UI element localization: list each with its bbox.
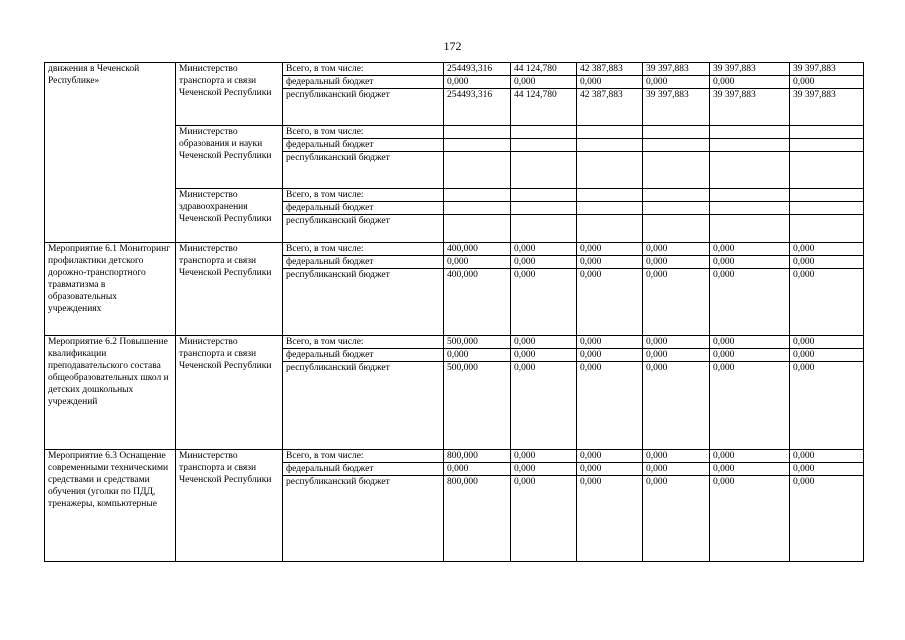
- value-cell: 0,000: [511, 256, 577, 269]
- value-cell: 42 387,883: [577, 89, 643, 126]
- value-cell: [577, 202, 643, 215]
- value-cell: 0,000: [710, 243, 790, 256]
- value-cell: 800,000: [444, 476, 511, 562]
- funding-source-cell: федеральный бюджет: [283, 463, 444, 476]
- value-cell: 39 397,883: [790, 89, 864, 126]
- value-cell: [710, 215, 790, 243]
- funding-source-cell: Всего, в том числе:: [283, 189, 444, 202]
- value-cell: 800,000: [444, 450, 511, 463]
- value-cell: 39 397,883: [710, 63, 790, 76]
- value-cell: 0,000: [790, 243, 864, 256]
- value-cell: 0,000: [790, 269, 864, 336]
- value-cell: 0,000: [643, 243, 710, 256]
- budget-table: [44, 62, 864, 562]
- value-cell: 39 397,883: [790, 63, 864, 76]
- value-cell: [577, 126, 643, 139]
- value-cell: 0,000: [577, 76, 643, 89]
- value-cell: 0,000: [790, 256, 864, 269]
- value-cell: 0,000: [577, 349, 643, 362]
- funding-source-cell: Всего, в том числе:: [283, 63, 444, 76]
- value-cell: [511, 139, 577, 152]
- value-cell: 39 397,883: [643, 89, 710, 126]
- value-cell: 400,000: [444, 269, 511, 336]
- value-cell: 0,000: [444, 256, 511, 269]
- value-cell: [710, 126, 790, 139]
- value-cell: [710, 202, 790, 215]
- funding-source-cell: Всего, в том числе:: [283, 243, 444, 256]
- value-cell: 0,000: [643, 349, 710, 362]
- value-cell: 0,000: [511, 463, 577, 476]
- value-cell: [790, 152, 864, 189]
- funding-source-cell: республиканский бюджет: [283, 476, 444, 562]
- value-cell: [511, 189, 577, 202]
- value-cell: 0,000: [643, 269, 710, 336]
- funding-source-cell: республиканский бюджет: [283, 152, 444, 189]
- value-cell: [577, 215, 643, 243]
- funding-source-cell: Всего, в том числе:: [283, 450, 444, 463]
- value-cell: 0,000: [511, 450, 577, 463]
- value-cell: 0,000: [790, 362, 864, 450]
- value-cell: [710, 189, 790, 202]
- value-cell: [511, 126, 577, 139]
- funding-source-cell: республиканский бюджет: [283, 269, 444, 336]
- value-cell: 0,000: [643, 336, 710, 349]
- value-cell: 500,000: [444, 336, 511, 349]
- value-cell: 0,000: [710, 269, 790, 336]
- value-cell: 0,000: [511, 362, 577, 450]
- funding-source-cell: федеральный бюджет: [283, 76, 444, 89]
- table-row: [45, 63, 864, 76]
- value-cell: 0,000: [790, 336, 864, 349]
- value-cell: [643, 152, 710, 189]
- value-cell: 0,000: [444, 349, 511, 362]
- value-cell: 0,000: [710, 76, 790, 89]
- value-cell: 254493,316: [444, 89, 511, 126]
- funding-source-cell: Всего, в том числе:: [283, 336, 444, 349]
- action-cell: движения в Чеченской Республике»: [45, 63, 176, 243]
- action-cell: Мероприятие 6.2 Повышение квалификации преподавательского состава общеобразовательных школ и детских дошкольных учреждений: [45, 336, 176, 450]
- ministry-cell: Министерство образования и науки Чеченской Республики: [176, 126, 283, 189]
- table-row: [45, 450, 864, 463]
- value-cell: 0,000: [710, 476, 790, 562]
- value-cell: [444, 152, 511, 189]
- value-cell: 0,000: [643, 450, 710, 463]
- funding-source-cell: республиканский бюджет: [283, 362, 444, 450]
- value-cell: [444, 126, 511, 139]
- action-cell: Мероприятие 6.1 Мониторинг профилактики детского дорожно-транспортного травматизма в образовательных учреждениях: [45, 243, 176, 336]
- value-cell: 0,000: [577, 476, 643, 562]
- value-cell: 0,000: [577, 256, 643, 269]
- value-cell: [511, 215, 577, 243]
- ministry-cell: Министерство транспорта и связи Чеченской Республики: [176, 243, 283, 336]
- value-cell: [577, 152, 643, 189]
- value-cell: [444, 215, 511, 243]
- funding-source-cell: федеральный бюджет: [283, 202, 444, 215]
- value-cell: [790, 189, 864, 202]
- value-cell: 0,000: [790, 349, 864, 362]
- value-cell: 0,000: [790, 450, 864, 463]
- value-cell: 0,000: [790, 476, 864, 562]
- value-cell: [790, 126, 864, 139]
- value-cell: 0,000: [511, 76, 577, 89]
- value-cell: [577, 139, 643, 152]
- value-cell: 39 397,883: [643, 63, 710, 76]
- value-cell: [710, 152, 790, 189]
- value-cell: 0,000: [643, 476, 710, 562]
- value-cell: 0,000: [577, 450, 643, 463]
- action-cell: Мероприятие 6.3 Оснащение современными техническими средствами и средствами обучения (уголки по ПДД, тренажеры, компьютерные: [45, 450, 176, 562]
- ministry-cell: Министерство транспорта и связи Чеченской Республики: [176, 63, 283, 126]
- value-cell: 0,000: [511, 336, 577, 349]
- value-cell: [444, 139, 511, 152]
- funding-source-cell: республиканский бюджет: [283, 215, 444, 243]
- value-cell: 0,000: [710, 336, 790, 349]
- value-cell: [643, 215, 710, 243]
- value-cell: 0,000: [511, 476, 577, 562]
- table-row: [45, 336, 864, 349]
- table-row: [45, 243, 864, 256]
- funding-source-cell: республиканский бюджет: [283, 89, 444, 126]
- funding-source-cell: федеральный бюджет: [283, 349, 444, 362]
- value-cell: 0,000: [577, 269, 643, 336]
- value-cell: [444, 202, 511, 215]
- value-cell: 0,000: [790, 463, 864, 476]
- funding-source-cell: федеральный бюджет: [283, 256, 444, 269]
- value-cell: [643, 139, 710, 152]
- value-cell: 254493,316: [444, 63, 511, 76]
- value-cell: 0,000: [577, 362, 643, 450]
- value-cell: [643, 202, 710, 215]
- value-cell: 0,000: [577, 336, 643, 349]
- value-cell: [790, 139, 864, 152]
- value-cell: 0,000: [790, 76, 864, 89]
- page-number: 172: [443, 39, 462, 53]
- value-cell: 0,000: [710, 450, 790, 463]
- value-cell: 0,000: [511, 269, 577, 336]
- value-cell: 0,000: [511, 349, 577, 362]
- value-cell: 500,000: [444, 362, 511, 450]
- value-cell: 0,000: [643, 256, 710, 269]
- value-cell: [643, 126, 710, 139]
- value-cell: 44 124,780: [511, 89, 577, 126]
- value-cell: 0,000: [710, 349, 790, 362]
- value-cell: 0,000: [643, 362, 710, 450]
- value-cell: 0,000: [444, 76, 511, 89]
- value-cell: [790, 202, 864, 215]
- value-cell: 0,000: [710, 256, 790, 269]
- value-cell: 0,000: [444, 463, 511, 476]
- value-cell: 42 387,883: [577, 63, 643, 76]
- value-cell: 0,000: [577, 463, 643, 476]
- value-cell: 0,000: [710, 463, 790, 476]
- value-cell: 0,000: [643, 76, 710, 89]
- value-cell: 0,000: [577, 243, 643, 256]
- value-cell: 39 397,883: [710, 89, 790, 126]
- value-cell: [511, 152, 577, 189]
- value-cell: 400,000: [444, 243, 511, 256]
- value-cell: [577, 189, 643, 202]
- ministry-cell: Министерство транспорта и связи Чеченской Республики: [176, 450, 283, 562]
- ministry-cell: Министерство здравоохранения Чеченской Республики: [176, 189, 283, 243]
- value-cell: [444, 189, 511, 202]
- value-cell: 0,000: [643, 463, 710, 476]
- value-cell: [790, 215, 864, 243]
- funding-source-cell: Всего, в том числе:: [283, 126, 444, 139]
- value-cell: [511, 202, 577, 215]
- value-cell: 0,000: [710, 362, 790, 450]
- value-cell: [643, 189, 710, 202]
- funding-source-cell: федеральный бюджет: [283, 139, 444, 152]
- value-cell: [710, 139, 790, 152]
- ministry-cell: Министерство транспорта и связи Чеченской Республики: [176, 336, 283, 450]
- value-cell: 0,000: [511, 243, 577, 256]
- value-cell: 44 124,780: [511, 63, 577, 76]
